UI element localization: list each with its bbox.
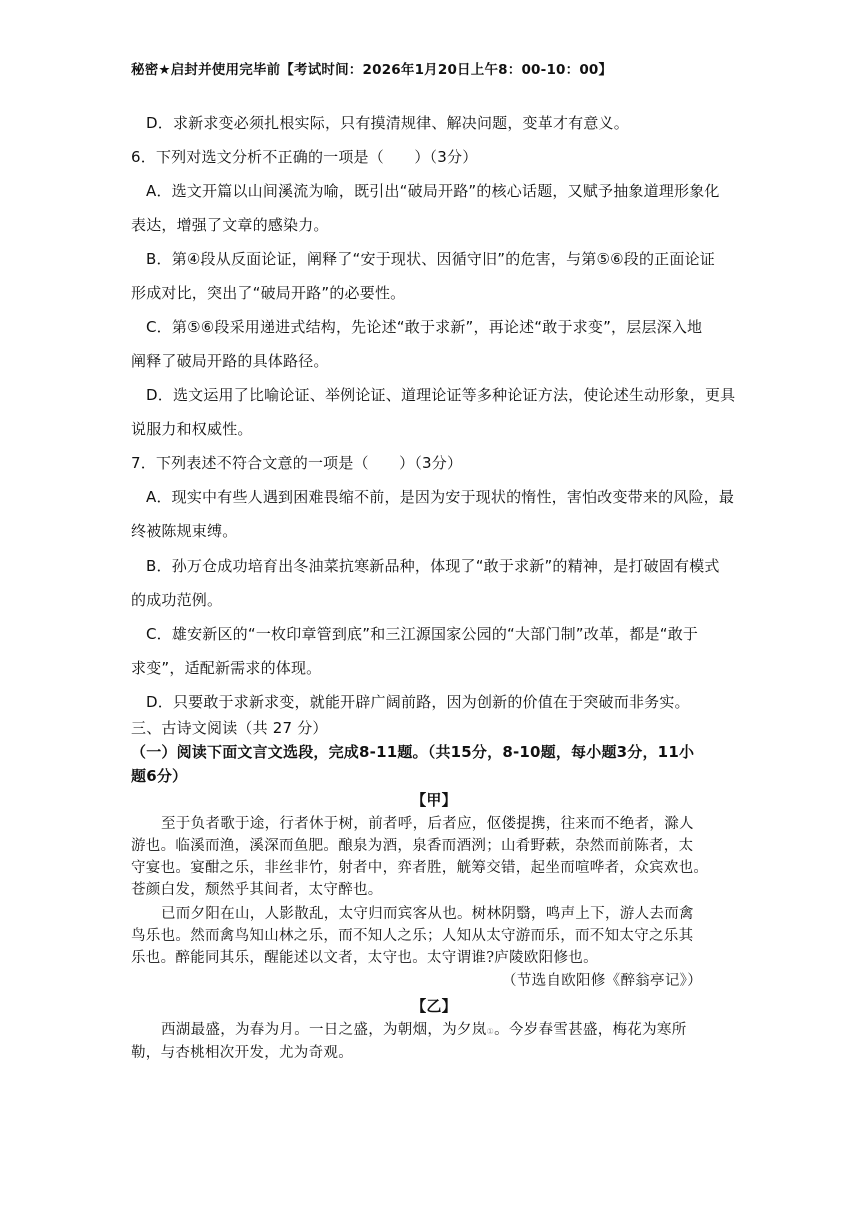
section-3-title: 三、古诗文阅读（共 27 分） [131, 719, 328, 737]
passage-jia-line: 已而夕阳在山，人影散乱，太守归而宾客从也。树林阴翳，鸣声上下，游人去而禽 [161, 906, 694, 922]
section-3-instruction-line1: （一）阅读下面文言文选段，完成8-11题。（共15分，8-10题，每小题3分，11小 [131, 743, 695, 761]
passage-jia-source: （节选自欧阳修《醉翁亭记》） [502, 973, 702, 989]
passage-jia-line: 守宴也。宴酣之乐，非丝非竹，射者中，弈者胜，觥筹交错，起坐而喧哗者，众宾欢也。 [131, 860, 709, 876]
q7-option-b-line1: B．孙万仓成功培育出冬油菜抗寒新品种，体现了“敢于求新”的精神，是打破固有模式 [146, 557, 720, 575]
q7-option-a-line2: 终被陈规束缚。 [131, 522, 238, 540]
passage-jia-line: 游也。临溪而渔，溪深而鱼肥。酿泉为酒，泉香而酒洌；山肴野蔌，杂然而前陈者，太 [131, 838, 694, 854]
q7-stem: 7．下列表述不符合文意的一项是（ ）（3分） [131, 454, 463, 472]
passage-jia-line: 至于负者歌于途，行者休于树，前者呼，后者应，伛偻提携，往来而不绝者，滁人 [161, 816, 694, 832]
q7-option-a-line1: A．现实中有些人遇到困难畏缩不前，是因为安于现状的惰性，害怕改变带来的风险，最 [146, 488, 735, 506]
q6-option-c-line1: C．第⑤⑥段采用递进式结构，先论述“敢于求新”，再论述“敢于求变”，层层深入地 [146, 318, 703, 336]
q6-option-d-line1: D．选文运用了比喻论证、举例论证、道理论证等多种论证方法，使论述生动形象，更具 [146, 386, 736, 404]
q7-option-c-line2: 求变”，适配新需求的体现。 [131, 659, 322, 677]
passage-jia-label: 【甲】 [411, 791, 457, 809]
q6-option-c-line2: 阐释了破局开路的具体路径。 [131, 352, 329, 370]
q6-option-b-line2: 形成对比，突出了“破局开路”的必要性。 [131, 284, 406, 302]
passage-yi-line1 [161, 1020, 687, 1042]
footnote-marker: ① [486, 1027, 495, 1036]
q6-option-a-line1: A．选文开篇以山间溪流为喻，既引出“破局开路”的核心话题，又赋予抽象道理形象化 [146, 182, 720, 200]
q5-option-d: D．求新求变必须扎根实际，只有摸清规律、解决问题，变革才有意义。 [146, 114, 629, 132]
q6-option-a-line2: 表达，增强了文章的感染力。 [131, 216, 329, 234]
passage-yi-text: 。今岁春雪甚盛，梅花为寒所 [494, 1022, 687, 1038]
exam-header: 秘密★启封并使用完毕前【考试时间：2026年1月20日上午8：00-10：00】 [131, 62, 613, 78]
passage-jia-line: 乐也。醉能同其乐，醒能述以文者，太守也。太守谓谁?庐陵欧阳修也。 [131, 950, 598, 966]
passage-yi-label: 【乙】 [411, 997, 457, 1015]
q7-option-d-line1: D．只要敢于求新求变，就能开辟广阔前路，因为创新的价值在于突破而非务实。 [146, 693, 690, 711]
q7-option-c-line1: C．雄安新区的“一枚印章管到底”和三江源国家公园的“大部门制”改革，都是“敢于 [146, 625, 699, 643]
q7-option-b-line2: 的成功范例。 [131, 591, 223, 609]
passage-yi-line2: 勒，与杏桃相次开发，尤为奇观。 [131, 1045, 353, 1061]
q6-option-d-line2: 说服力和权威性。 [131, 420, 253, 438]
q6-option-b-line1: B．第④段从反面论证，阐释了“安于现状、因循守旧”的危害，与第⑤⑥段的正面论证 [146, 250, 715, 268]
q6-stem: 6．下列对选文分析不正确的一项是（ ）（3分） [131, 148, 478, 166]
passage-yi-text: 西湖最盛，为春为月。一日之盛，为朝烟，为夕岚 [161, 1022, 487, 1038]
section-3-instruction-line2: 题6分） [131, 767, 188, 785]
passage-jia-line: 苍颜白发，颓然乎其间者，太守醉也。 [131, 882, 383, 898]
passage-jia-line: 鸟乐也。然而禽鸟知山林之乐，而不知人之乐；人知从太守游而乐，而不知太守之乐其 [131, 928, 694, 944]
